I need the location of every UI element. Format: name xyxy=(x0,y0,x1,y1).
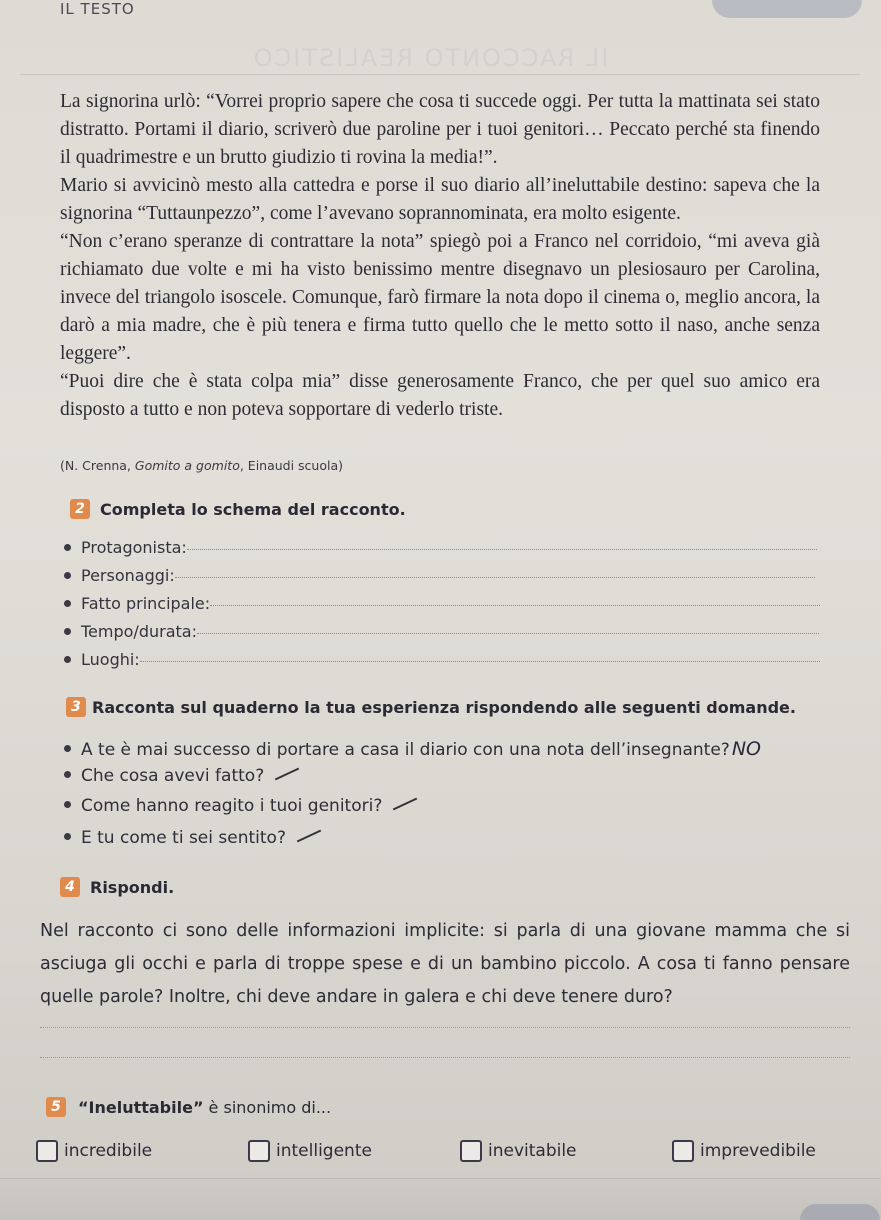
exercise-4-title: Rispondi. xyxy=(90,878,175,897)
bullet-icon xyxy=(64,833,71,840)
bullet-icon xyxy=(64,600,71,607)
divider xyxy=(20,74,860,75)
answer-line[interactable] xyxy=(187,548,817,550)
exercise-number-badge: 5 xyxy=(46,1097,66,1117)
story-paragraph: “Puoi dire che è stata colpa mia” disse generosamente Franco, che per quel suo amico era disposto a tutto e non poteva sopportare di vederlo triste. xyxy=(60,371,820,420)
question-text: E tu come ti sei sentito? xyxy=(81,828,286,848)
question-item xyxy=(64,828,322,848)
schema-field xyxy=(64,594,820,613)
section-label: IL TESTO xyxy=(60,0,135,18)
quoted-word: “Ineluttabile” xyxy=(78,1098,204,1117)
exercise-4-text: Nel racconto ci sono delle informazioni implicite: si parla di una giovane mamma che si asciuga gli occhi e parla di troppe spese e di un bambino piccolo. A cosa ti fanno pensare quelle parole? Inoltre, chi deve andare in galera e chi deve tenere duro? xyxy=(40,921,850,1007)
checkbox[interactable] xyxy=(36,1140,58,1162)
citation-title: Gomito a gomito xyxy=(134,458,240,473)
schema-field-label: Fatto principale: xyxy=(81,594,211,613)
exercise-2-title: Completa lo schema del racconto. xyxy=(100,500,406,519)
question-item xyxy=(64,738,761,760)
option-intelligente[interactable] xyxy=(248,1140,372,1162)
question-text: A te è mai successo di portare a casa il diario con una nota dell’insegnante? xyxy=(81,740,730,760)
divider xyxy=(0,1178,881,1179)
answer-line[interactable] xyxy=(175,576,815,578)
handwritten-dash-icon xyxy=(275,768,299,781)
option-label: intelligente xyxy=(276,1141,372,1161)
handwritten-dash-icon xyxy=(297,830,321,843)
faded-heading: IL RACCONTO REALISTICO xyxy=(251,44,609,72)
checkbox[interactable] xyxy=(248,1140,270,1162)
bullet-icon xyxy=(64,771,71,778)
option-imprevedibile[interactable] xyxy=(672,1140,816,1162)
option-incredibile[interactable] xyxy=(36,1140,152,1162)
story-paragraph: “Non c’erano speranze di contrattare la nota” spiegò poi a Franco nel corridoio, “mi aveva già richiamato due volte e mi ha visto benissimo mentre disegnavo un plesiosauro per Carolina, invece del triangolo isoscele. Comunque, farò firmare la nota dopo il cinema o, meglio ancora, la darò a mia madre, che è più tenera e firma tutto quello che le metto sotto il naso, anche senza leggere”. xyxy=(60,231,820,364)
story-paragraph: Mario si avvicinò mesto alla cattedra e porse il suo diario all’ineluttabile destino: sapeva che la signorina “Tuttaunpezzo”, come l’avevano soprannominata, era molto esigente. xyxy=(60,175,820,224)
question-item xyxy=(64,766,300,786)
handwritten-answer: NO xyxy=(731,738,762,760)
option-inevitabile[interactable] xyxy=(460,1140,577,1162)
exercise-3-title: Racconta sul quaderno la tua esperienza rispondendo alle seguenti domande. xyxy=(92,698,796,717)
option-label: incredibile xyxy=(64,1141,153,1161)
schema-field xyxy=(64,566,815,585)
bullet-icon xyxy=(64,801,71,808)
story-paragraph: La signorina urlò: “Vorrei proprio sapere che cosa ti succede oggi. Per tutta la mattinata sei stato distratto. Portami il diario, scriverò due paroline per i tuoi genitori… Peccato perché sta finendo il quadrimestre e un brutto giudizio ti rovina la media!”. xyxy=(60,91,820,168)
exercise-number-badge: 3 xyxy=(66,697,86,717)
answer-line[interactable] xyxy=(40,1026,850,1028)
question-text: Come hanno reagito i tuoi genitori? xyxy=(81,796,383,816)
checkbox[interactable] xyxy=(460,1140,482,1162)
bullet-icon xyxy=(64,656,71,663)
answer-line[interactable] xyxy=(140,660,820,662)
option-label: inevitabile xyxy=(488,1141,577,1161)
exercise-number-badge: 2 xyxy=(70,499,90,519)
schema-field xyxy=(64,538,817,557)
question-item xyxy=(64,796,418,816)
citation-suffix: , Einaudi scuola) xyxy=(239,458,344,473)
corner-decoration xyxy=(800,1204,880,1220)
schema-field-label: Luoghi: xyxy=(81,650,140,669)
page-tab-decoration xyxy=(712,0,862,18)
question-text: Che cosa avevi fatto? xyxy=(81,766,265,786)
bullet-icon xyxy=(64,745,71,752)
option-label: imprevedibile xyxy=(700,1141,816,1161)
citation-prefix: (N. Crenna, xyxy=(60,458,135,473)
bullet-icon xyxy=(64,628,71,635)
exercise-5-title-rest: è sinonimo di... xyxy=(203,1098,332,1117)
schema-field-label: Tempo/durata: xyxy=(81,622,197,641)
checkbox[interactable] xyxy=(672,1140,694,1162)
schema-field xyxy=(64,622,819,641)
schema-field-label: Protagonista: xyxy=(81,538,187,557)
bullet-icon xyxy=(64,544,71,551)
exercise-5-title xyxy=(78,1098,331,1117)
schema-field-label: Personaggi: xyxy=(81,566,175,585)
story-text xyxy=(60,88,820,424)
schema-field xyxy=(64,650,820,669)
citation xyxy=(60,458,343,473)
answer-line[interactable] xyxy=(197,632,819,634)
answer-line[interactable] xyxy=(40,1056,850,1058)
exercise-number-badge: 4 xyxy=(60,877,80,897)
answer-line[interactable] xyxy=(210,604,820,606)
bullet-icon xyxy=(64,572,71,579)
handwritten-dash-icon xyxy=(393,798,417,811)
